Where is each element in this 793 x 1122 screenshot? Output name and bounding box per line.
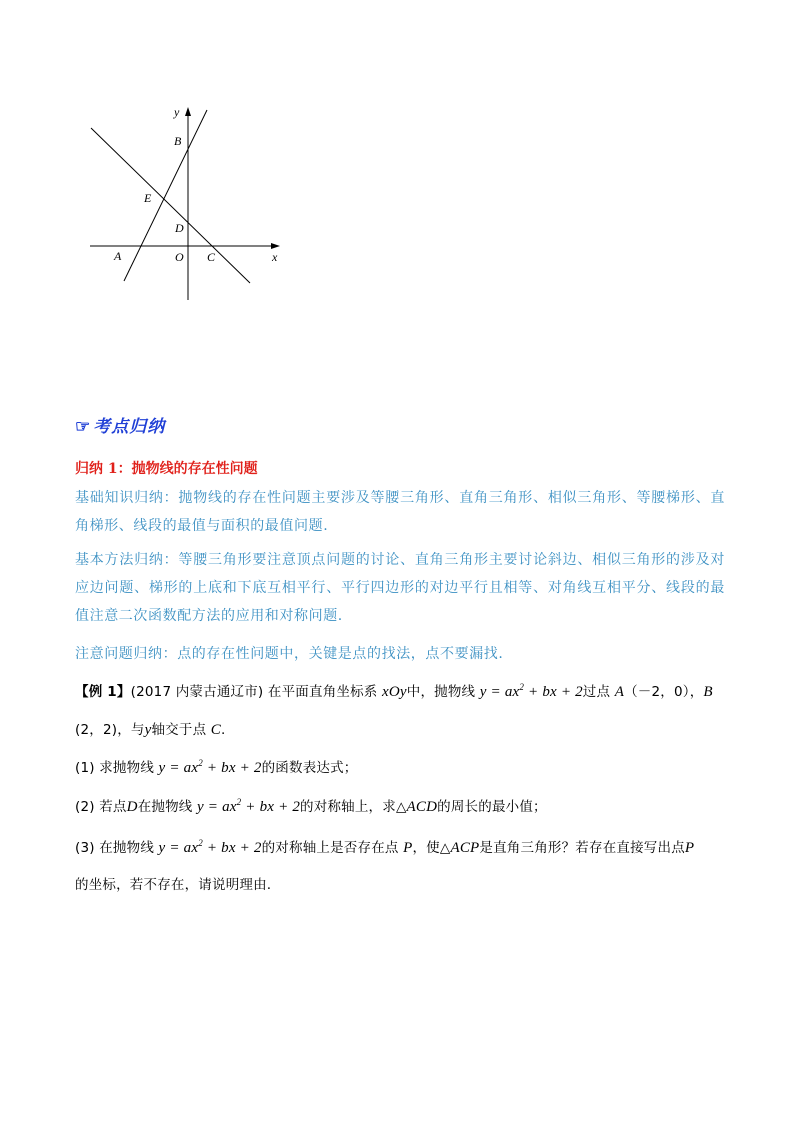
label-x: x	[272, 250, 278, 264]
line-ab	[124, 110, 207, 281]
label-b: B	[174, 134, 182, 148]
point-a-coords: （－2，0）	[624, 684, 690, 700]
q3-text-e: 的坐标，若不存在，请说明理由.	[75, 877, 272, 893]
parabola-equation: $y = ax^2$ + bx + 2	[479, 682, 583, 700]
label-d: D	[175, 221, 184, 235]
example-close-bracket: 】	[116, 684, 131, 700]
label-c: C	[207, 250, 216, 264]
example-open-bracket: 【	[75, 684, 89, 700]
example-intro-e: 轴交于点	[151, 722, 207, 738]
label-a: A	[114, 249, 122, 263]
example-line-1: 【例 1】(2017 内蒙古通辽市) 在平面直角坐标系 xOy中，抛物线 $y = ax^2$ + bx + 2过点 A（－2，0），B	[75, 682, 713, 700]
q3-number: (3)	[75, 840, 95, 856]
q2-triangle: ACD	[406, 799, 438, 815]
question-1	[75, 756, 725, 777]
q3-point: P	[403, 840, 413, 856]
label-e: E	[144, 191, 152, 205]
q2-point: D	[126, 799, 138, 815]
section-title	[75, 412, 165, 437]
q2-text-d: 的周长的最小值；	[437, 799, 547, 815]
q2-equation: $y = ax^2$ + bx + 2	[197, 797, 301, 815]
q3-text-c: ，使△	[412, 840, 451, 856]
question-2	[75, 795, 725, 816]
q3-text-d: 是直角三角形？若存在直接写出点	[479, 840, 685, 856]
label-y: y	[174, 105, 180, 119]
example-intro-c: 过点	[582, 684, 611, 700]
q2-text-a: 若点	[99, 799, 127, 815]
q1-number: (1)	[75, 760, 95, 776]
point-a: A	[614, 684, 625, 700]
example-label: 例 1	[88, 684, 117, 700]
q1-text-a: 求抛物线	[99, 760, 155, 776]
example-intro-b: 中，抛物线	[406, 684, 476, 700]
example-intro-d: ，与	[117, 722, 145, 738]
question-3-line-1	[75, 836, 725, 857]
question-3-line-2	[75, 873, 725, 893]
q1-equation: $y = ax^2$ + bx + 2	[158, 758, 262, 776]
example-intro-a: 在平面直角坐标系	[267, 684, 378, 700]
notes-paragraph: 注意问题归纳：点的存在性问题中，关键是点的找法，点不要漏找.	[75, 646, 504, 662]
figure-svg	[80, 98, 300, 308]
summary-heading: 归纳 1：抛物线的存在性问题	[75, 461, 258, 477]
q1-text-b: 的函数表达式；	[261, 760, 358, 776]
q3-point-2: P	[684, 840, 695, 856]
point-b-coords: (2，2)	[75, 722, 118, 738]
q3-text-b: 的对称轴上是否存在点	[261, 840, 399, 856]
q3-text-a: 在抛物线	[99, 840, 155, 856]
basic-knowledge-paragraph: 基础知识归纳：抛物线的存在性问题主要涉及等腰三角形、直角三角形、相似三角形、等腰梯形、直角梯形、线段的最值与面积的最值问题.	[75, 490, 725, 534]
section-title-text: 考点归纳	[93, 417, 166, 437]
coordinate-figure	[80, 98, 300, 308]
q2-text-c: 的对称轴上，求△	[300, 799, 407, 815]
example-source: (2017 内蒙古通辽市)	[130, 684, 264, 700]
point-b: B	[703, 684, 713, 700]
coord-system: xOy	[382, 684, 407, 700]
label-o: O	[175, 250, 184, 264]
x-axis-arrow	[271, 243, 280, 249]
pointing-hand-icon: ☞	[75, 417, 92, 437]
point-c: C	[210, 722, 222, 738]
q2-number: (2)	[75, 799, 95, 815]
example-line-2: (2，2)，与y轴交于点 C.	[75, 722, 226, 738]
y-axis-arrow	[185, 107, 191, 116]
q2-text-b: 在抛物线	[137, 799, 193, 815]
q3-triangle: ACP	[450, 840, 480, 856]
q3-equation: $y = ax^2$ + bx + 2	[158, 838, 262, 856]
basic-method-paragraph: 基本方法归纳：等腰三角形要注意顶点问题的讨论、直角三角形主要讨论斜边、相似三角形的涉及对应边问题、梯形的上底和下底互相平行、平行四边形的对边平行且相等、对角线互相平分、线段的最值注意二次函数配方法的应用和对称问题.	[75, 552, 725, 624]
y-var: y	[144, 722, 152, 738]
